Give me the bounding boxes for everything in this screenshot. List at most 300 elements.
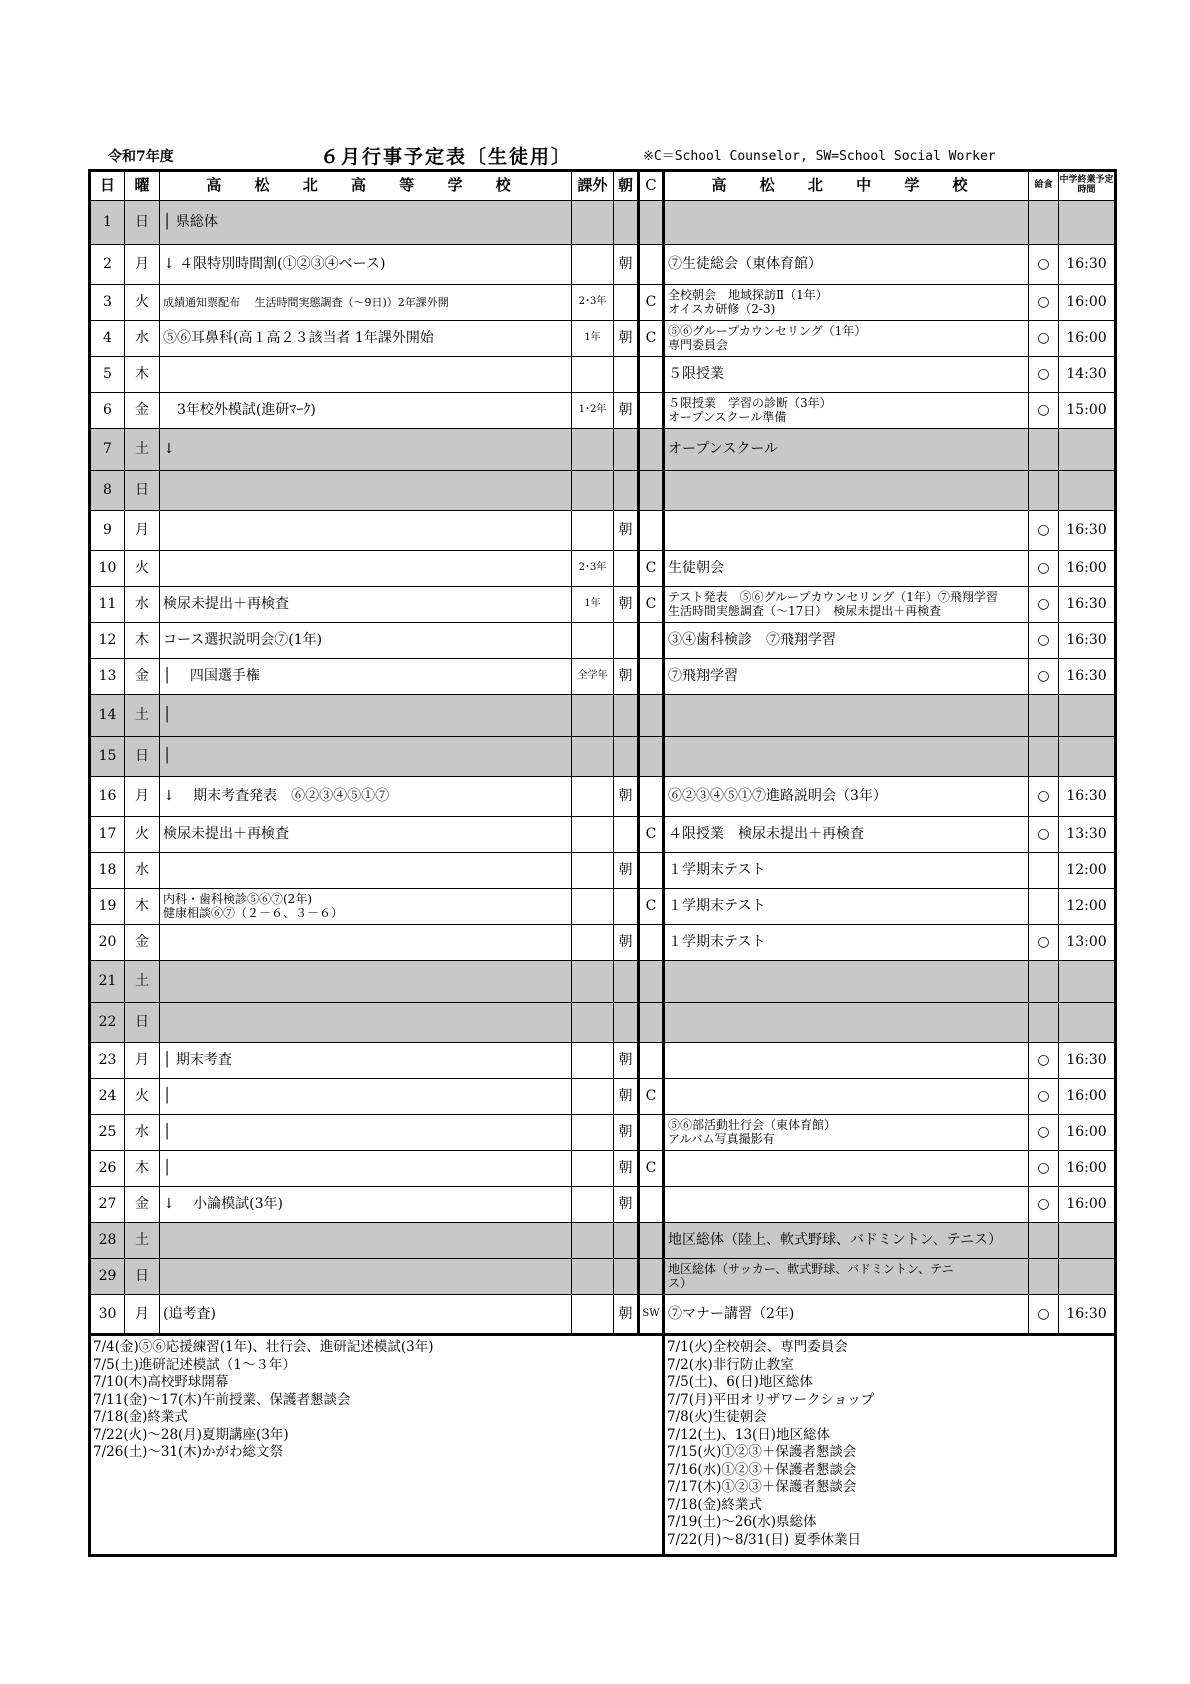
- asa-cell: 朝: [614, 853, 639, 889]
- note-line: 7/10(木)高校野球開幕: [93, 1374, 229, 1390]
- counselor-cell: SW: [639, 1295, 664, 1335]
- counselor-cell: [639, 623, 664, 659]
- asa-cell: 朝: [614, 1043, 639, 1079]
- jhs-event-cell: [664, 1043, 1029, 1079]
- counselor-cell: [639, 659, 664, 695]
- dow-cell: 月: [125, 1295, 160, 1335]
- asa-cell: [614, 817, 639, 853]
- end-time-cell: 16:30: [1059, 511, 1116, 551]
- note-line: 7/1(火)全校朝会、専門委員会: [667, 1339, 848, 1355]
- end-time-cell: 16:30: [1059, 587, 1116, 623]
- kyushoku-cell: [1029, 737, 1059, 777]
- day-row: [90, 393, 1116, 429]
- fiscal-year: 令和7年度: [108, 149, 174, 165]
- counselor-cell: [639, 393, 664, 429]
- jhs-event-cell: １学期末テスト: [664, 925, 1029, 961]
- kagai-cell: [572, 471, 614, 511]
- dow-cell: 日: [125, 1003, 160, 1043]
- dow-cell: 金: [125, 659, 160, 695]
- header-row: [90, 171, 1116, 201]
- counselor-cell: [639, 1003, 664, 1043]
- day-row: [90, 737, 1116, 777]
- kyushoku-cell: [1029, 1003, 1059, 1043]
- kyushoku-cell: [1029, 695, 1059, 737]
- jhs-event-cell: ⑥②③④⑤①⑦進路説明会（3年）: [664, 777, 1029, 817]
- note-line: 7/5(土)、6(日)地区総体: [667, 1374, 813, 1390]
- page-header: [108, 142, 1048, 166]
- hs-event-cell: │: [160, 737, 572, 777]
- jhs-event-cell: ⑤⑥部活動壮行会（東体育館） アルバム写真撮影有: [664, 1115, 1029, 1151]
- dow-cell: 土: [125, 961, 160, 1003]
- counselor-cell: [639, 737, 664, 777]
- end-time-cell: 14:30: [1059, 357, 1116, 393]
- day-row: [90, 1003, 1116, 1043]
- counselor-cell: [639, 1043, 664, 1079]
- kagai-cell: 1年: [572, 321, 614, 357]
- day-row: [90, 201, 1116, 245]
- counselor-cell: [639, 853, 664, 889]
- asa-cell: [614, 471, 639, 511]
- counselor-cell: [639, 925, 664, 961]
- day-cell: 23: [90, 1043, 125, 1079]
- hs-event-cell: (追考査): [160, 1295, 572, 1335]
- day-row: [90, 471, 1116, 511]
- kyushoku-cell: ○: [1029, 285, 1059, 321]
- day-row: [90, 623, 1116, 659]
- day-cell: 25: [90, 1115, 125, 1151]
- asa-cell: 朝: [614, 1187, 639, 1223]
- dow-cell: 水: [125, 1115, 160, 1151]
- notes-row: [90, 1335, 1116, 1556]
- end-time-cell: [1059, 429, 1116, 471]
- hs-event-cell: │: [160, 695, 572, 737]
- asa-cell: [614, 551, 639, 587]
- end-time-cell: 16:30: [1059, 623, 1116, 659]
- day-row: [90, 321, 1116, 357]
- kyushoku-cell: ○: [1029, 551, 1059, 587]
- col-end-time: 中学終業予定時間: [1059, 171, 1116, 201]
- asa-cell: 朝: [614, 659, 639, 695]
- asa-cell: 朝: [614, 321, 639, 357]
- day-cell: 6: [90, 393, 125, 429]
- kagai-cell: [572, 889, 614, 925]
- day-row: [90, 429, 1116, 471]
- note-line: 7/18(金)終業式: [667, 1496, 762, 1513]
- end-time-cell: 13:30: [1059, 817, 1116, 853]
- day-row: [90, 1187, 1116, 1223]
- kagai-cell: [572, 511, 614, 551]
- kyushoku-cell: [1029, 1223, 1059, 1259]
- asa-cell: [614, 889, 639, 925]
- asa-cell: [614, 737, 639, 777]
- kagai-cell: [572, 925, 614, 961]
- hs-event-cell: [160, 357, 572, 393]
- hs-event-cell: │: [160, 1079, 572, 1115]
- counselor-cell: C: [639, 285, 664, 321]
- note-line: 7/11(金)～17(木)午前授業、保護者懇談会: [93, 1391, 351, 1408]
- day-row: [90, 1151, 1116, 1187]
- day-row: [90, 285, 1116, 321]
- asa-cell: 朝: [614, 1151, 639, 1187]
- day-row: [90, 659, 1116, 695]
- day-cell: 8: [90, 471, 125, 511]
- end-time-cell: 16:00: [1059, 1151, 1116, 1187]
- kyushoku-cell: [1029, 201, 1059, 245]
- counselor-cell: [639, 1187, 664, 1223]
- kyushoku-cell: ○: [1029, 511, 1059, 551]
- day-cell: 29: [90, 1259, 125, 1295]
- note-line: 7/18(金)終業式: [93, 1409, 188, 1425]
- asa-cell: [614, 357, 639, 393]
- dow-cell: 金: [125, 393, 160, 429]
- kagai-cell: 1･2年: [572, 393, 614, 429]
- kyushoku-cell: ○: [1029, 1187, 1059, 1223]
- counselor-cell: C: [639, 551, 664, 587]
- dow-cell: 火: [125, 551, 160, 587]
- end-time-cell: 12:00: [1059, 889, 1116, 925]
- day-row: [90, 1079, 1116, 1115]
- hs-event-cell: 成績通知票配布 生活時間実態調査（～9日)）2年課外開: [160, 285, 572, 321]
- kyushoku-cell: ○: [1029, 1151, 1059, 1187]
- hs-event-cell: ↓ 小論模試(3年): [160, 1187, 572, 1223]
- asa-cell: [614, 1223, 639, 1259]
- kyushoku-cell: ○: [1029, 777, 1059, 817]
- kagai-cell: [572, 1295, 614, 1335]
- jhs-event-cell: [664, 737, 1029, 777]
- asa-cell: 朝: [614, 245, 639, 285]
- day-row: [90, 511, 1116, 551]
- dow-cell: 日: [125, 737, 160, 777]
- day-cell: 11: [90, 587, 125, 623]
- asa-cell: [614, 961, 639, 1003]
- col-day: 日: [90, 171, 125, 201]
- dow-cell: 土: [125, 1223, 160, 1259]
- jhs-event-cell: [664, 695, 1029, 737]
- counselor-cell: [639, 777, 664, 817]
- kagai-cell: [572, 1259, 614, 1295]
- kagai-cell: [572, 737, 614, 777]
- legend-note: ※C＝School Counselor, SW=School Social Worker: [643, 149, 996, 164]
- end-time-cell: 16:00: [1059, 1079, 1116, 1115]
- dow-cell: 水: [125, 853, 160, 889]
- dow-cell: 火: [125, 817, 160, 853]
- jhs-event-cell: [664, 961, 1029, 1003]
- jhs-event-cell: ⑤⑥グループカウンセリング（1年） 専門委員会: [664, 321, 1029, 357]
- kyushoku-cell: ○: [1029, 925, 1059, 961]
- kagai-cell: [572, 623, 614, 659]
- counselor-cell: C: [639, 321, 664, 357]
- hs-event-cell: ↓ ４限特別時間割(①②③④ベース): [160, 245, 572, 285]
- day-row: [90, 551, 1116, 587]
- hs-event-cell: 内科・歯科検診⑤⑥⑦(2年) 健康相談⑥⑦（２－６、３－６）: [160, 889, 572, 925]
- dow-cell: 木: [125, 623, 160, 659]
- asa-cell: [614, 695, 639, 737]
- col-kagai: 課外: [572, 171, 614, 201]
- jhs-event-cell: ５限授業 学習の診断（3年） オープンスクール準備: [664, 393, 1029, 429]
- asa-cell: 朝: [614, 777, 639, 817]
- hs-event-cell: [160, 1259, 572, 1295]
- schedule-table: [88, 169, 1117, 1557]
- day-cell: 24: [90, 1079, 125, 1115]
- day-cell: 14: [90, 695, 125, 737]
- dow-cell: 金: [125, 925, 160, 961]
- hs-event-cell: [160, 471, 572, 511]
- kagai-cell: [572, 1151, 614, 1187]
- jhs-event-cell: 生徒朝会: [664, 551, 1029, 587]
- asa-cell: 朝: [614, 1079, 639, 1115]
- dow-cell: 火: [125, 285, 160, 321]
- note-line: 7/26(土)～31(木)かがわ総文祭: [93, 1444, 284, 1460]
- end-time-cell: 12:00: [1059, 853, 1116, 889]
- kagai-cell: [572, 1043, 614, 1079]
- col-asa: 朝: [614, 171, 639, 201]
- dow-cell: 日: [125, 201, 160, 245]
- day-row: [90, 1295, 1116, 1335]
- jhs-event-cell: ５限授業: [664, 357, 1029, 393]
- end-time-cell: 15:00: [1059, 393, 1116, 429]
- kyushoku-cell: [1029, 961, 1059, 1003]
- day-cell: 22: [90, 1003, 125, 1043]
- day-row: [90, 1259, 1116, 1295]
- end-time-cell: 16:30: [1059, 659, 1116, 695]
- kyushoku-cell: ○: [1029, 1295, 1059, 1335]
- end-time-cell: [1059, 1223, 1116, 1259]
- day-cell: 18: [90, 853, 125, 889]
- day-cell: 12: [90, 623, 125, 659]
- end-time-cell: [1059, 737, 1116, 777]
- dow-cell: 土: [125, 695, 160, 737]
- kagai-cell: [572, 1003, 614, 1043]
- day-row: [90, 695, 1116, 737]
- kyushoku-cell: [1029, 853, 1059, 889]
- kyushoku-cell: ○: [1029, 393, 1059, 429]
- jhs-event-cell: オープンスクール: [664, 429, 1029, 471]
- counselor-cell: [639, 201, 664, 245]
- day-cell: 20: [90, 925, 125, 961]
- hs-event-cell: ↓ 期末考査発表 ⑥②③④⑤①⑦: [160, 777, 572, 817]
- counselor-cell: [639, 1223, 664, 1259]
- kagai-cell: [572, 357, 614, 393]
- note-line: 7/7(月)平田オリザワークショップ: [667, 1391, 875, 1408]
- hs-event-cell: [160, 961, 572, 1003]
- dow-cell: 木: [125, 357, 160, 393]
- kyushoku-cell: [1029, 429, 1059, 471]
- kyushoku-cell: ○: [1029, 321, 1059, 357]
- day-cell: 7: [90, 429, 125, 471]
- jhs-event-cell: ４限授業 検尿未提出＋再検査: [664, 817, 1029, 853]
- hs-event-cell: │ 県総体: [160, 201, 572, 245]
- kyushoku-cell: ○: [1029, 1115, 1059, 1151]
- asa-cell: [614, 623, 639, 659]
- hs-event-cell: [160, 511, 572, 551]
- day-cell: 9: [90, 511, 125, 551]
- jhs-event-cell: ③④歯科検診 ⑦飛翔学習: [664, 623, 1029, 659]
- jhs-event-cell: テスト発表 ⑤⑥グループカウンセリング（1年）⑦飛翔学習 生活時間実態調査（～17日） 検尿未提出＋再検査: [664, 587, 1029, 623]
- note-line: 7/12(土)、13(日)地区総体: [667, 1426, 831, 1443]
- jhs-event-cell: ⑦マナー講習（2年): [664, 1295, 1029, 1335]
- day-cell: 28: [90, 1223, 125, 1259]
- dow-cell: 日: [125, 1259, 160, 1295]
- kyushoku-cell: ○: [1029, 245, 1059, 285]
- asa-cell: [614, 1259, 639, 1295]
- kagai-cell: [572, 429, 614, 471]
- end-time-cell: 16:30: [1059, 1295, 1116, 1335]
- notes-junior-high: [664, 1335, 1116, 1556]
- end-time-cell: 16:00: [1059, 1115, 1116, 1151]
- jhs-event-cell: [664, 1187, 1029, 1223]
- day-cell: 17: [90, 817, 125, 853]
- hs-event-cell: [160, 853, 572, 889]
- end-time-cell: 16:30: [1059, 245, 1116, 285]
- hs-event-cell: [160, 925, 572, 961]
- note-line: 7/4(金)⑤⑥応援練習(1年)、壮行会、進研記述模試(3年): [93, 1339, 434, 1355]
- day-cell: 1: [90, 201, 125, 245]
- counselor-cell: [639, 1115, 664, 1151]
- end-time-cell: [1059, 201, 1116, 245]
- dow-cell: 火: [125, 1079, 160, 1115]
- dow-cell: 月: [125, 1043, 160, 1079]
- dow-cell: 月: [125, 511, 160, 551]
- kyushoku-cell: ○: [1029, 587, 1059, 623]
- jhs-event-cell: [664, 511, 1029, 551]
- counselor-cell: [639, 357, 664, 393]
- kagai-cell: 2･3年: [572, 285, 614, 321]
- note-line: 7/15(火)①②③＋保護者懇談会: [667, 1444, 857, 1460]
- day-cell: 26: [90, 1151, 125, 1187]
- jhs-event-cell: １学期末テスト: [664, 853, 1029, 889]
- kyushoku-cell: [1029, 1259, 1059, 1295]
- jhs-event-cell: [664, 1151, 1029, 1187]
- hs-event-cell: 検尿未提出＋再検査: [160, 817, 572, 853]
- jhs-event-cell: ⑦飛翔学習: [664, 659, 1029, 695]
- dow-cell: 日: [125, 471, 160, 511]
- day-row: [90, 777, 1116, 817]
- asa-cell: 朝: [614, 511, 639, 551]
- kyushoku-cell: ○: [1029, 1079, 1059, 1115]
- kagai-cell: [572, 777, 614, 817]
- end-time-cell: 16:00: [1059, 321, 1116, 357]
- day-cell: 4: [90, 321, 125, 357]
- counselor-cell: C: [639, 1079, 664, 1115]
- dow-cell: 月: [125, 777, 160, 817]
- jhs-event-cell: [664, 201, 1029, 245]
- jhs-event-cell: 全校朝会 地域探訪Ⅱ（1年） オイスカ研修（2-3): [664, 285, 1029, 321]
- page-title: ６月行事予定表〔生徒用〕: [320, 146, 573, 168]
- col-high-school: 高 松 北 高 等 学 校: [160, 171, 572, 201]
- counselor-cell: C: [639, 889, 664, 925]
- kagai-cell: [572, 817, 614, 853]
- day-row: [90, 1043, 1116, 1079]
- counselor-cell: [639, 1259, 664, 1295]
- counselor-cell: [639, 695, 664, 737]
- note-line: 7/5(土)進研記述模試（1～３年）: [93, 1356, 296, 1373]
- kagai-cell: [572, 245, 614, 285]
- day-cell: 16: [90, 777, 125, 817]
- dow-cell: 水: [125, 321, 160, 357]
- asa-cell: [614, 429, 639, 471]
- day-row: [90, 853, 1116, 889]
- day-cell: 3: [90, 285, 125, 321]
- counselor-cell: C: [639, 587, 664, 623]
- kagai-cell: [572, 1187, 614, 1223]
- end-time-cell: [1059, 695, 1116, 737]
- note-line: 7/22(火)～28(月)夏期講座(3年): [93, 1426, 289, 1443]
- kagai-cell: [572, 1115, 614, 1151]
- counselor-cell: C: [639, 1151, 664, 1187]
- counselor-cell: [639, 961, 664, 1003]
- col-counselor: C: [639, 171, 664, 201]
- day-row: [90, 357, 1116, 393]
- dow-cell: 金: [125, 1187, 160, 1223]
- note-line: 7/16(水)①②③＋保護者懇談会: [667, 1461, 857, 1478]
- day-cell: 21: [90, 961, 125, 1003]
- asa-cell: 朝: [614, 925, 639, 961]
- jhs-event-cell: [664, 1079, 1029, 1115]
- asa-cell: 朝: [614, 393, 639, 429]
- note-line: 7/17(木)①②③＋保護者懇談会: [667, 1479, 857, 1495]
- dow-cell: 木: [125, 1151, 160, 1187]
- jhs-event-cell: １学期末テスト: [664, 889, 1029, 925]
- end-time-cell: [1059, 961, 1116, 1003]
- asa-cell: 朝: [614, 587, 639, 623]
- hs-event-cell: [160, 1223, 572, 1259]
- kyushoku-cell: ○: [1029, 1043, 1059, 1079]
- kagai-cell: [572, 695, 614, 737]
- end-time-cell: [1059, 471, 1116, 511]
- jhs-event-cell: [664, 1003, 1029, 1043]
- day-cell: 15: [90, 737, 125, 777]
- counselor-cell: C: [639, 817, 664, 853]
- kagai-cell: [572, 201, 614, 245]
- hs-event-cell: │ 四国選手権: [160, 659, 572, 695]
- kyushoku-cell: [1029, 471, 1059, 511]
- counselor-cell: [639, 245, 664, 285]
- note-line: 7/19(土)～26(水)県総体: [667, 1514, 817, 1530]
- note-line: 7/2(水)非行防止教室: [667, 1356, 794, 1373]
- day-row: [90, 245, 1116, 285]
- end-time-cell: 16:00: [1059, 551, 1116, 587]
- end-time-cell: 16:30: [1059, 1043, 1116, 1079]
- day-row: [90, 817, 1116, 853]
- hs-event-cell: ⑤⑥耳鼻科(高１高２３該当者 1年課外開始: [160, 321, 572, 357]
- hs-event-cell: │ 期末考査: [160, 1043, 572, 1079]
- jhs-event-cell: [664, 471, 1029, 511]
- dow-cell: 木: [125, 889, 160, 925]
- hs-event-cell: コース選択説明会⑦(1年): [160, 623, 572, 659]
- kyushoku-cell: [1029, 889, 1059, 925]
- hs-event-cell: │: [160, 1115, 572, 1151]
- hs-event-cell: 検尿未提出＋再検査: [160, 587, 572, 623]
- col-dow: 曜: [125, 171, 160, 201]
- jhs-event-cell: ⑦生徒総会（東体育館）: [664, 245, 1029, 285]
- end-time-cell: [1059, 1259, 1116, 1295]
- dow-cell: 水: [125, 587, 160, 623]
- day-row: [90, 1115, 1116, 1151]
- hs-event-cell: │: [160, 1151, 572, 1187]
- col-kyushoku: 給食: [1029, 171, 1059, 201]
- asa-cell: [614, 201, 639, 245]
- kyushoku-cell: ○: [1029, 659, 1059, 695]
- day-cell: 2: [90, 245, 125, 285]
- asa-cell: [614, 1003, 639, 1043]
- end-time-cell: 16:00: [1059, 1187, 1116, 1223]
- asa-cell: 朝: [614, 1295, 639, 1335]
- day-cell: 30: [90, 1295, 125, 1335]
- asa-cell: [614, 285, 639, 321]
- day-row: [90, 961, 1116, 1003]
- day-cell: 19: [90, 889, 125, 925]
- note-line: 7/8(火)生徒朝会: [667, 1409, 767, 1425]
